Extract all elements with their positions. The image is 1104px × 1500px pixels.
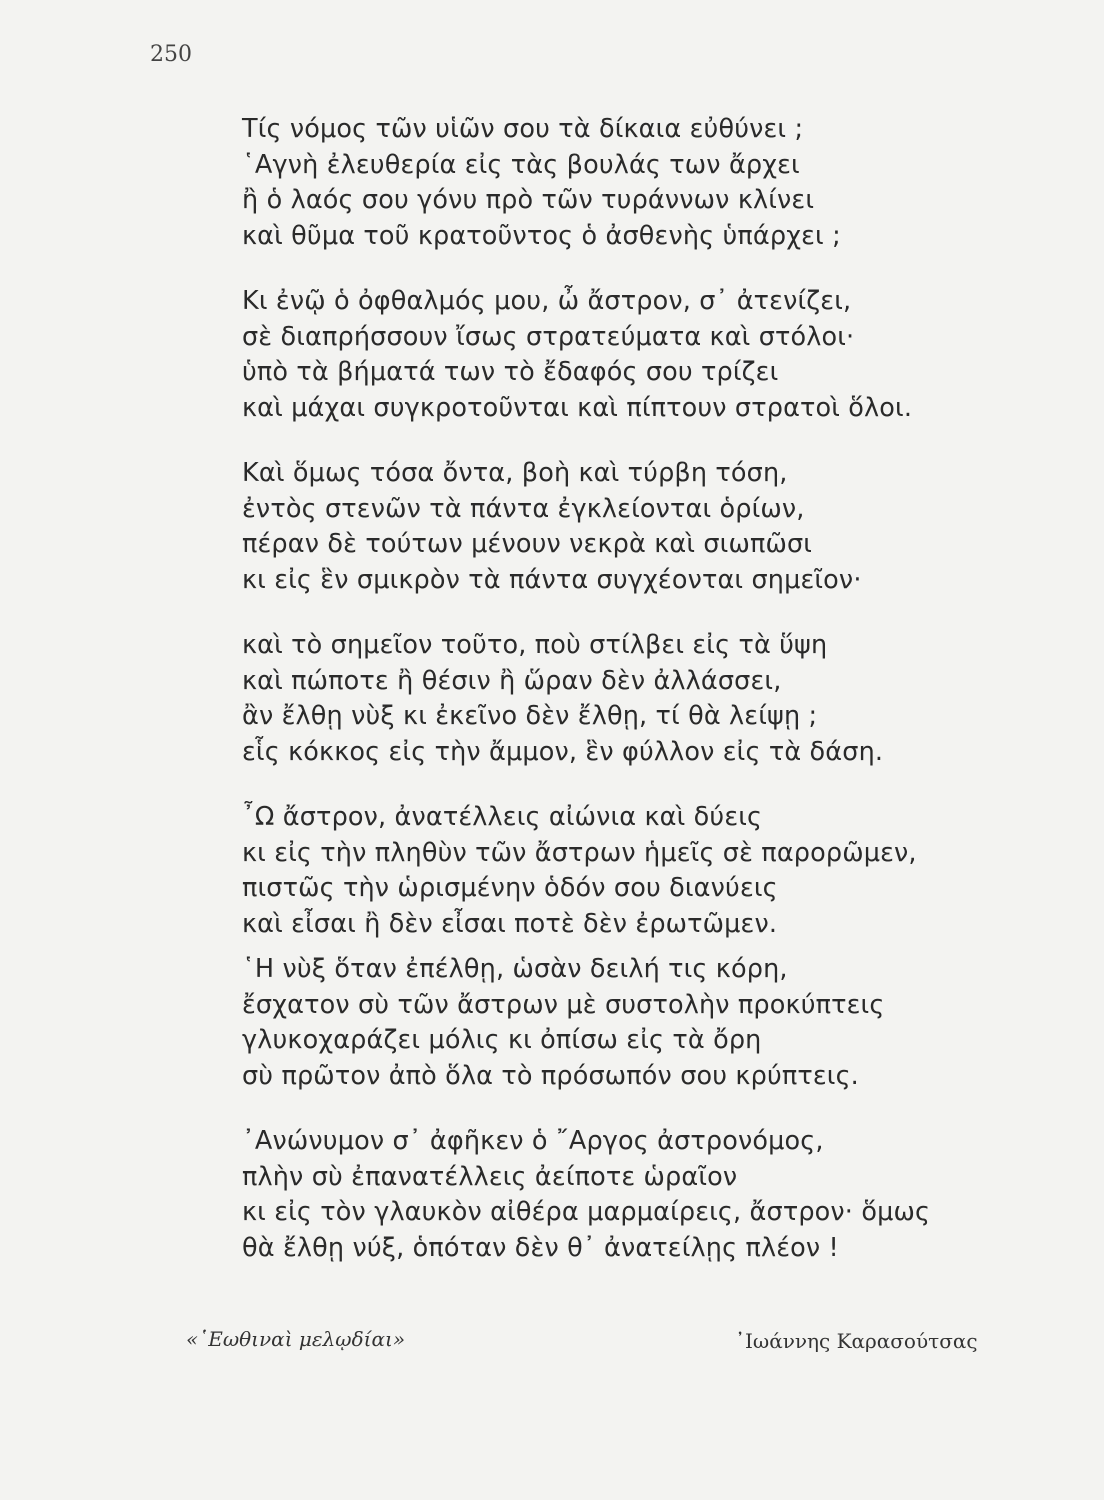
poem-line: γλυκοχαράζει μόλις κι ὀπίσω εἰς τὰ ὄρη xyxy=(242,1025,762,1055)
poem-line: Τίς νόμος τῶν υἱῶν σου τὰ δίκαια εὐθύνει ; xyxy=(242,114,804,144)
poem-line: σὲ διαπρήσσουν ἴσως στρατεύματα καὶ στόλοι· xyxy=(242,321,855,352)
poem-line: θὰ ἔλθῃ νύξ, ὁπόταν δὲν θ᾽ ἀνατείλῃς πλέον ! xyxy=(242,1232,839,1263)
poem-line: πιστῶς τὴν ὡρισμένην ὁδόν σου διανύεις xyxy=(242,873,778,903)
poem-line: καὶ εἶσαι ἢ δὲν εἶσαι ποτὲ δὲν ἐρωτῶμεν. xyxy=(242,908,778,939)
poem-line: ἔσχατον σὺ τῶν ἄστρων μὲ συστολὴν προκύπτεις xyxy=(242,989,885,1020)
stanza-4 xyxy=(242,628,962,770)
stanza-1 xyxy=(242,112,962,254)
author-name: ᾽Ιωάννης Καρασούτσας xyxy=(735,1329,978,1353)
poem-line: ῾Η νὺξ ὅταν ἐπέλθῃ, ὡσὰν δειλή τις κόρη, xyxy=(242,954,788,984)
stanza-5 xyxy=(242,800,962,942)
stanza-3 xyxy=(242,456,962,598)
poem-line: ῾Αγνὴ ἐλευθερία εἰς τὰς βουλάς των ἄρχει xyxy=(242,149,800,180)
poem-line: καὶ πώποτε ἢ θέσιν ἢ ὥραν δὲν ἀλλάσσει, xyxy=(242,665,782,696)
poem-line: ὑπὸ τὰ βήματά των τὸ ἔδαφός σου τρίζει xyxy=(242,357,779,387)
poem-line: σὺ πρῶτον ἀπὸ ὅλα τὸ πρόσωπόν σου κρύπτεις. xyxy=(242,1060,859,1091)
poem-line: ἢ ὁ λαός σου γόνυ πρὸ τῶν τυράννων κλίνει xyxy=(242,185,815,215)
poem-line: ᾽Ανώνυμον σ᾽ ἀφῆκεν ὁ ῎Αργος ἀστρονόμος, xyxy=(242,1126,824,1156)
source-title: «῾Εωθιναὶ μελῳδίαι» xyxy=(186,1327,406,1351)
poem-line: Καὶ ὅμως τόσα ὄντα, βοὴ καὶ τύρβη τόση, xyxy=(242,458,788,488)
poem-line: πέραν δὲ τούτων μένουν νεκρὰ καὶ σιωπῶσι xyxy=(242,529,813,559)
poem-line: Κι ἐνῷ ὁ ὀφθαλμός μου, ὦ ἄστρον, σ᾽ ἀτενίζει, xyxy=(242,286,852,316)
poem-line: κι εἰς τὴν πληθὺν τῶν ἄστρων ἡμεῖς σὲ παρορῶμεν, xyxy=(242,837,917,868)
poem-line: καὶ θῦμα τοῦ κρατοῦντος ὁ ἀσθενὴς ὑπάρχει ; xyxy=(242,220,841,251)
page-number: 250 xyxy=(150,42,192,67)
poem-line: καὶ μάχαι συγκροτοῦνται καὶ πίπτουν στρατοὶ ὅλοι. xyxy=(242,392,913,423)
stanza-6 xyxy=(242,952,962,1094)
poem-line: καὶ τὸ σημεῖον τοῦτο, ποὺ στίλβει εἰς τὰ ὕψη xyxy=(242,630,828,660)
poem-line: ἂν ἔλθῃ νὺξ κι ἐκεῖνο δὲν ἔλθῃ, τί θὰ λείψῃ ; xyxy=(242,701,818,731)
poem-line: εἷς κόκκος εἰς τὴν ἄμμον, ἓν φύλλον εἰς τὰ δάση. xyxy=(242,736,884,767)
stanza-2 xyxy=(242,284,962,426)
stanza-7 xyxy=(242,1124,962,1266)
poem-line: κι εἰς τὸν γλαυκὸν αἰθέρα μαρμαίρεις, ἄστρον· ὅμως xyxy=(242,1197,931,1227)
poem xyxy=(242,112,962,1296)
poem-line: ἐντὸς στενῶν τὰ πάντα ἐγκλείονται ὁρίων, xyxy=(242,493,805,524)
poem-line: ῏Ω ἄστρον, ἀνατέλλεις αἰώνια καὶ δύεις xyxy=(242,802,763,832)
poem-line: κι εἰς ἓν σμικρὸν τὰ πάντα συγχέονται σημεῖον· xyxy=(242,564,862,595)
poem-line: πλὴν σὺ ἐπανατέλλεις ἀείποτε ὡραῖον xyxy=(242,1161,738,1192)
